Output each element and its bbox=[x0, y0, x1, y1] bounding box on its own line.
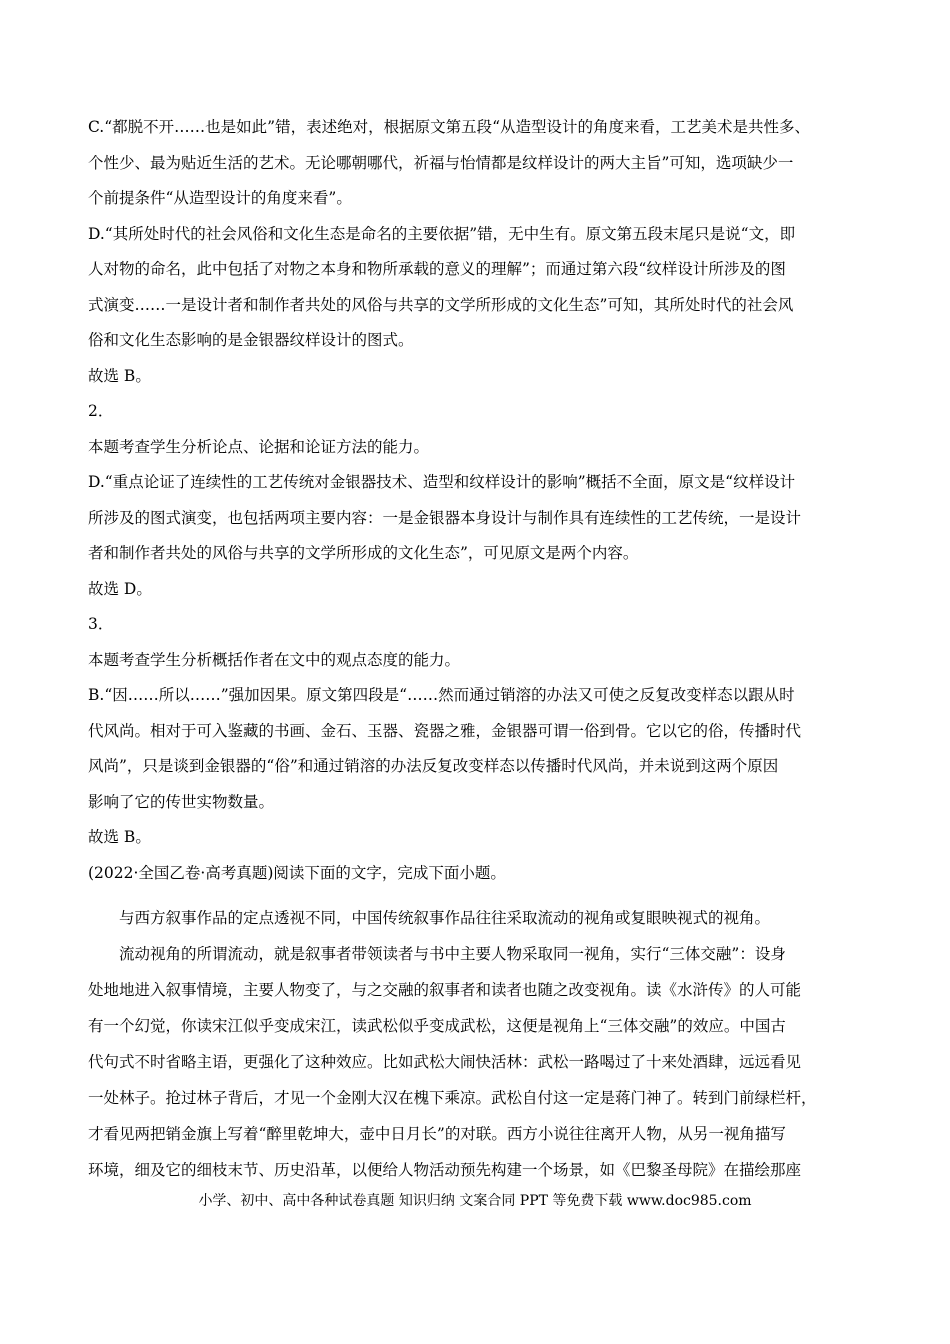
answer-text-line: 2． bbox=[88, 402, 114, 420]
answer-text-line: 所涉及的图式演变，也包括两项主要内容：一是金银器本身设计与制作具有连续性的工艺传统，一是设计 bbox=[88, 508, 802, 527]
answer-text-line: 故选 B。 bbox=[88, 828, 151, 846]
page-footer: 小学、初中、高中各种试卷真题 知识归纳 文案合同 PPT 等免费下载 www.doc985.com bbox=[198, 1193, 752, 1209]
answer-text-line: C.“都脱不开……也是如此”错，表述绝对，根据原文第五段“从造型设计的角度来看，工艺美术是共性多、 bbox=[88, 118, 811, 136]
answer-text-line: 风尚”，只是谈到金银器的“俗”和通过销溶的办法反复改变样态以传播时代风尚，并未说到这两个原因 bbox=[88, 757, 779, 775]
answer-text-line: 人对物的命名，此中包括了对物之本身和物所承载的意义的理解”；而通过第六段“纹样设计所涉及的图 bbox=[88, 260, 786, 278]
passage-text-line: 环境，细及它的细枝末节、历史沿革，以便给人物活动预先构建一个场景，如《巴黎圣母院》在描绘那座 bbox=[88, 1161, 802, 1179]
answer-text-line: 个性少、最为贴近生活的艺术。无论哪朝哪代，祈福与怡情都是纹样设计的两大主旨”可知，选项缺少一 bbox=[88, 153, 794, 172]
answer-text-line: D.“其所处时代的社会风俗和文化生态是命名的主要依据”错，无中生有。原文第五段末尾只是说“文，即 bbox=[88, 224, 796, 243]
passage-text-line: 有一个幻觉，你读宋江似乎变成宋江，读武松似乎变成武松，这便是视角上“三体交融”的效应。中国古 bbox=[88, 1017, 786, 1035]
passage-text-line: 一处林子。抢过林子背后，才见一个金刚大汉在槐下乘凉。武松自付这一定是蒋门神了。转到门前绿栏杆， bbox=[88, 1089, 817, 1107]
passage-text-line: 处地地进入叙事情境，主要人物变了，与之交融的叙事者和读者也随之改变视角。读《水浒传》的人可能 bbox=[88, 981, 802, 999]
answer-text-line: 俗和文化生态影响的是金银器纹样设计的图式。 bbox=[88, 331, 414, 349]
answer-text-line: 本题考查学生分析概括作者在文中的观点态度的能力。 bbox=[88, 650, 461, 669]
passage-text-line: 代句式不时省略主语，更强化了这种效应。比如武松大闹快活林：武松一路喝过了十来处酒肆，远远看见 bbox=[88, 1053, 802, 1071]
answer-text-line: 本题考查学生分析论点、论据和论证方法的能力。 bbox=[88, 437, 430, 456]
answer-text-line: B.“因……所以……”强加因果。原文第四段是“……然而通过销溶的办法又可使之反复改变样态以跟从时 bbox=[88, 686, 795, 704]
answer-text-line: 影响了它的传世实物数量。 bbox=[88, 792, 275, 811]
answer-explanation-section bbox=[88, 110, 878, 891]
passage-text-line: 才看见两把销金旗上写着“醉里乾坤大，壶中日月长”的对联。西方小说往往离开人物，从另一视角描写 bbox=[88, 1125, 786, 1143]
reading-passage bbox=[88, 900, 888, 1188]
answer-text-line: 3． bbox=[88, 615, 114, 633]
answer-text-line: (2022·全国乙卷·高考真题)阅读下面的文字，完成下面小题。 bbox=[88, 863, 506, 882]
passage-text-line: 与西方叙事作品的定点透视不同，中国传统叙事作品往往采取流动的视角或复眼映视式的视角。 bbox=[119, 909, 771, 927]
answer-text-line: 式演变……一是设计者和制作者共处的风俗与共享的文学所形成的文化生态”可知，其所处时代的社会风 bbox=[88, 295, 794, 314]
answer-text-line: 者和制作者共处的风俗与共享的文学所形成的文化生态”，可见原文是两个内容。 bbox=[88, 544, 639, 562]
answer-text-line: 个前提条件“从造型设计的角度来看”。 bbox=[88, 189, 352, 207]
answer-text-line: 代风尚。相对于可入鉴藏的书画、金石、玉器、瓷器之雅，金银器可谓一俗到骨。它以它的俗，传播时代 bbox=[88, 721, 802, 740]
answer-text-line: D.“重点论证了连续性的工艺传统对金银器技术、造型和纹样设计的影响”概括不全面，原文是“纹样设计 bbox=[88, 473, 796, 491]
answer-text-line: 故选 D。 bbox=[88, 579, 152, 598]
passage-text-line: 流动视角的所谓流动，就是叙事者带领读者与书中主要人物采取同一视角，实行“三体交融”：设身 bbox=[119, 945, 786, 963]
answer-text-line: 故选 B。 bbox=[88, 366, 151, 385]
